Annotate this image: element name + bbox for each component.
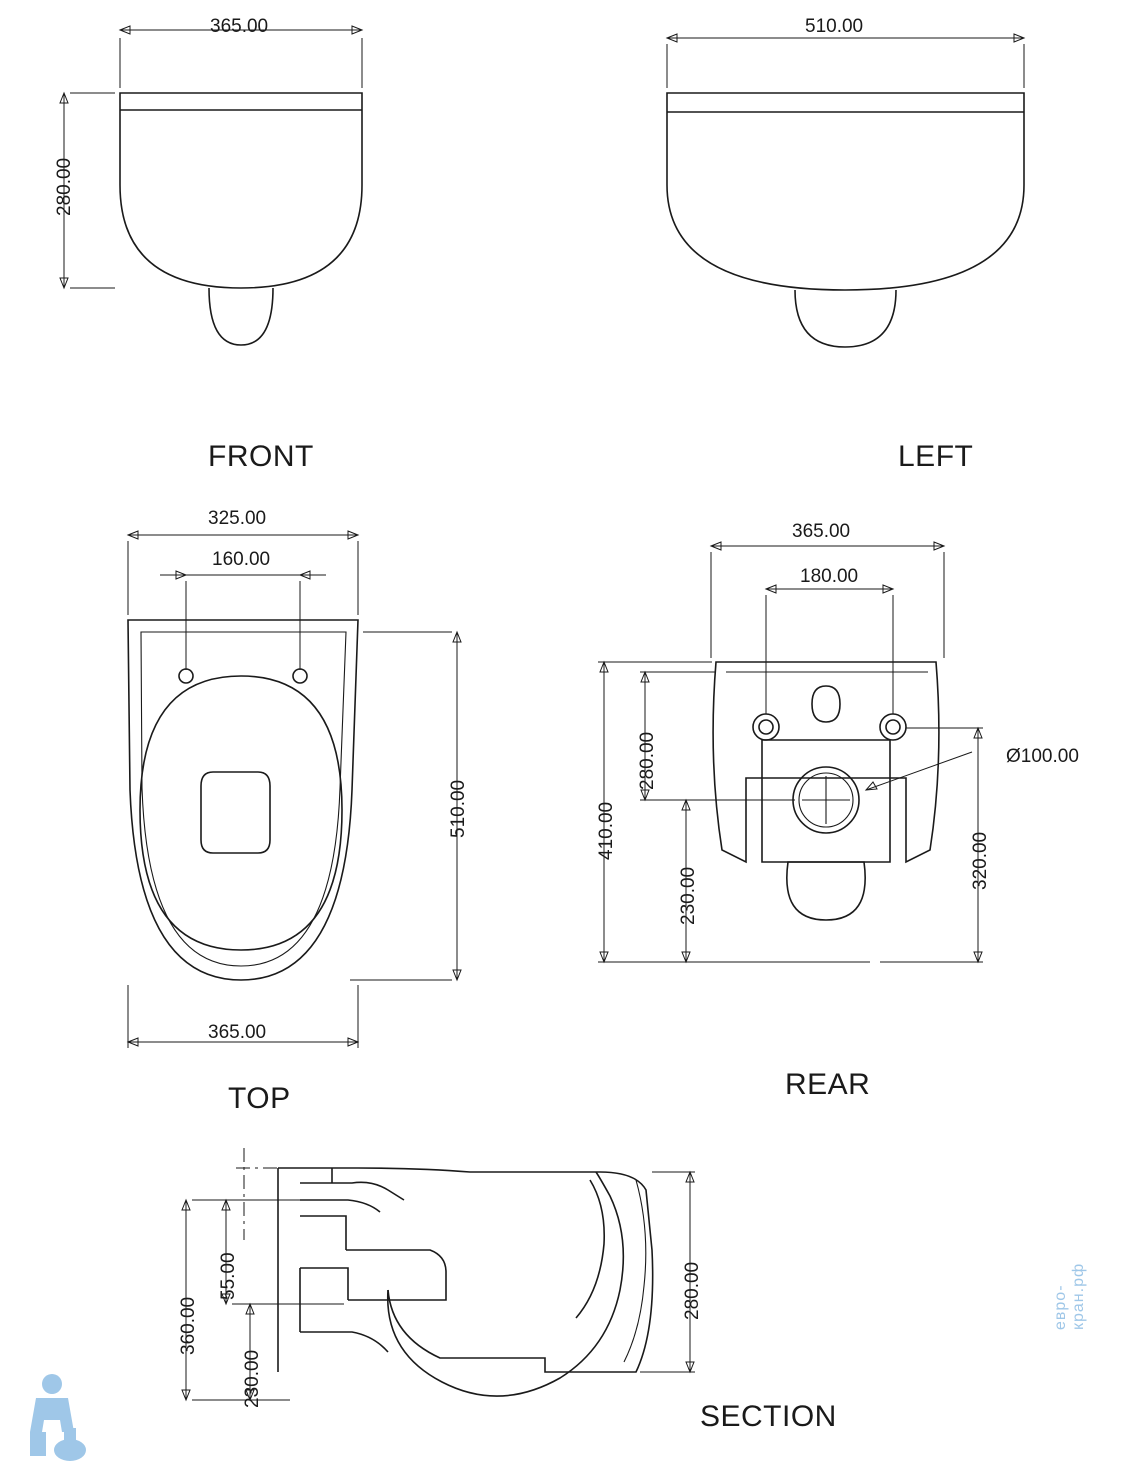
front-width-value: 365.00 [210, 16, 269, 37]
left-length-dimension [667, 34, 1024, 88]
top-hole-spacing-value: 160.00 [212, 549, 271, 570]
view-label-section: SECTION [700, 1400, 837, 1433]
top-length-value: 510.00 [448, 779, 469, 838]
view-label-left: LEFT [898, 440, 974, 473]
section-right-height-value: 280.00 [682, 1261, 703, 1320]
rear-mid-height-value: 280.00 [637, 731, 658, 790]
rear-total-height-value: 410.00 [596, 801, 617, 860]
section-centerlines [236, 1148, 330, 1240]
view-label-rear: REAR [785, 1068, 871, 1101]
rear-low-height-dimension [681, 800, 870, 962]
rear-view-geometry [713, 662, 972, 920]
top-seat-width-value: 325.00 [208, 508, 267, 529]
rear-bolt-spacing-value: 180.00 [800, 566, 859, 587]
rear-mid-height-dimension [640, 672, 795, 800]
top-seat-width-dimension [128, 531, 358, 615]
top-view-geometry [128, 620, 358, 980]
left-view-geometry [667, 93, 1024, 347]
rear-right-height-value: 320.00 [970, 831, 991, 890]
view-label-front: FRONT [208, 440, 314, 473]
top-width-value: 365.00 [208, 1022, 267, 1043]
left-length-value: 510.00 [805, 16, 864, 37]
section-low-height-value: 230.00 [242, 1349, 263, 1408]
section-view-geometry [278, 1168, 653, 1396]
section-offset-value: 55.00 [218, 1252, 239, 1300]
front-view-geometry [120, 93, 362, 345]
watermark-text: евро-кран.рф [1052, 1262, 1087, 1330]
rear-outlet-diameter-value: Ø100.00 [1006, 746, 1079, 767]
rear-width-dimension [711, 542, 944, 658]
rear-width-value: 365.00 [792, 521, 851, 542]
plumber-icon [30, 1374, 86, 1461]
front-height-value: 280.00 [54, 157, 75, 216]
view-label-top: TOP [228, 1082, 291, 1115]
rear-bolt-spacing-dimension [766, 585, 893, 714]
rear-low-height-value: 230.00 [678, 866, 699, 925]
top-length-dimension [350, 632, 461, 980]
rear-total-height-dimension [598, 662, 870, 962]
section-total-height-value: 360.00 [178, 1296, 199, 1355]
